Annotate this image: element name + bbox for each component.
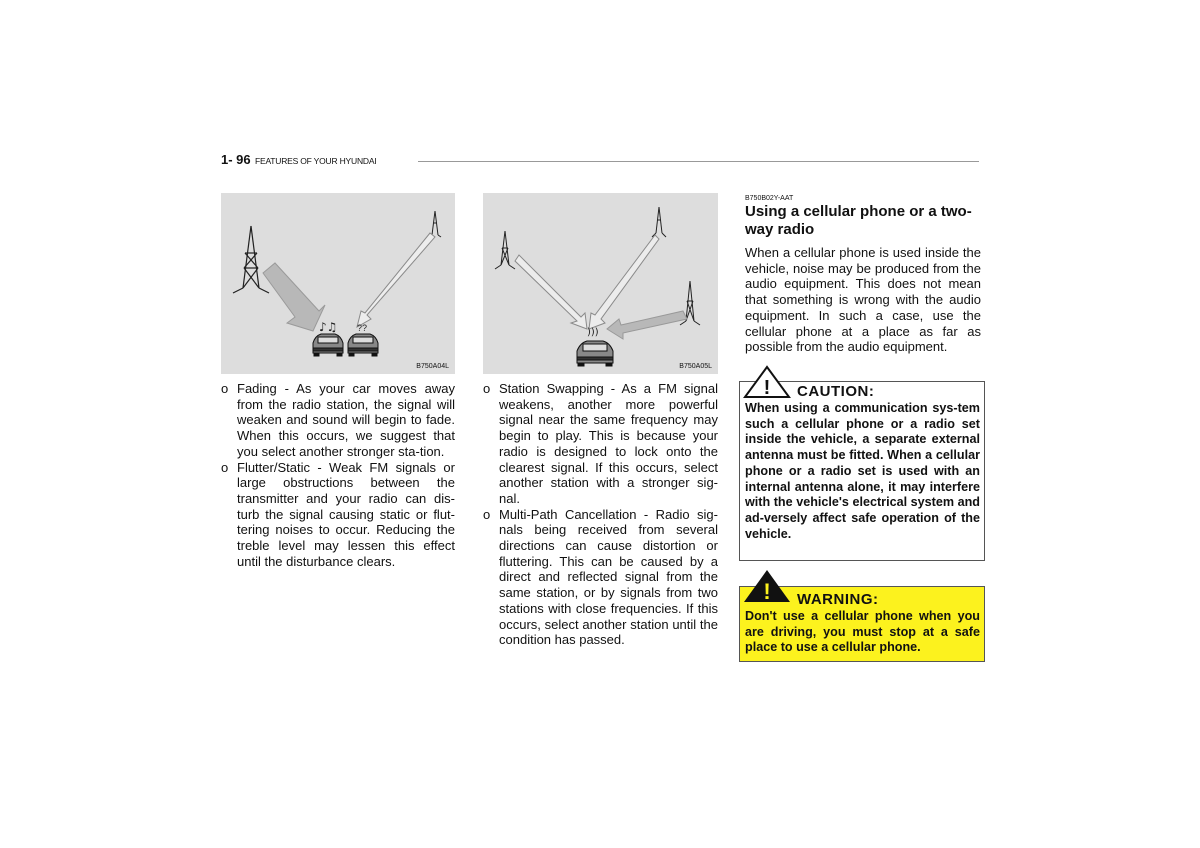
warning-title: WARNING:	[797, 591, 879, 608]
signal-arrow	[589, 235, 659, 329]
fading-illustration	[221, 193, 455, 374]
list-item	[483, 507, 718, 648]
car-icon	[313, 334, 343, 356]
bullet-mark: o	[221, 381, 229, 396]
section-code: B750B02Y-AAT	[745, 195, 794, 202]
music-note-icon: ♪♫	[319, 320, 338, 334]
bullet-text: Flutter/Static - Weak FM signals or large obstructions between the transmitter and your radio can dis-turb the signal causing static or flut-tering noises to occur. Reducing the treble level may lessen this effect until the disturbance clears.	[237, 459, 455, 569]
caution-icon	[742, 365, 792, 399]
signal-arrow	[357, 233, 435, 327]
figure-code: B750A05L	[679, 363, 712, 370]
section-title: Using a cellular phone or a two-way radio	[745, 203, 972, 238]
svg-text:!: !	[763, 377, 771, 399]
car-icon	[577, 341, 613, 366]
figure-fading	[221, 193, 455, 374]
radio-tower-icon	[233, 226, 269, 293]
radio-tower-icon	[495, 231, 515, 269]
reception-icon: )))	[587, 327, 599, 338]
confusion-mark: ??	[357, 323, 368, 333]
warning-icon	[742, 568, 792, 604]
bullet-text: Fading - As your car moves away from the radio station, the signal will weaken and sound will begin to fade. When this occurs, we suggest that you select another stronger sta-tion.	[237, 381, 455, 459]
section-header: FEATURES OF YOUR HYUNDAI	[255, 156, 377, 166]
section-body: When a cellular phone is used inside the vehicle, noise may be produced from the audio equipment. This does not mean that something is wrong with the audio equipment. In such a case, use the cellular phone at a place as far as possible from the audio equipment.	[745, 245, 981, 355]
list-item	[221, 460, 455, 570]
signal-arrow	[515, 255, 587, 329]
bullet-mark: o	[483, 381, 491, 396]
radio-tower-icon	[652, 207, 666, 237]
bullet-mark: o	[483, 506, 491, 522]
figure-code: B750A04L	[416, 363, 449, 370]
caution-text: When using a communication sys-tem such a cellular phone or a radio set inside the vehicle, a separate external antenna must be fitted. When a cellular phone or a radio set is used with an internal antenna alone, it may interfere with the vehicle's electrical system and ad-versely affect safe operation of the vehicle.	[745, 401, 980, 541]
list-item	[221, 381, 455, 460]
list-item	[483, 381, 718, 507]
bullet-text: Station Swapping - As a FM signal weakens, another more powerful signal near the same frequency may begin to play. This is because your radio is designed to lock onto the clearest signal. If this occurs, select another station with a stronger sig-nal.	[499, 381, 718, 506]
bullet-mark: o	[221, 459, 229, 475]
figure-station-swapping	[483, 193, 718, 374]
bullet-text: Multi-Path Cancellation - Radio sig-nals being received from several directions can cause distortion or fluttering. This can be caused by a direct and reflected signal from the same station, or by signals from two stations with close frequencies. If this occurs, select another station until the condition has passed.	[499, 506, 718, 648]
svg-text:!: !	[763, 579, 771, 604]
column-2-text	[483, 381, 718, 648]
car-icon	[348, 334, 378, 356]
multipath-illustration	[483, 193, 718, 374]
signal-arrow	[607, 311, 687, 339]
header-rule	[418, 161, 979, 162]
signal-arrow	[263, 263, 325, 331]
page-number: 1- 96	[221, 152, 251, 167]
caution-title: CAUTION:	[797, 383, 875, 400]
warning-text: Don't use a cellular phone when you are driving, you must stop at a safe place to use a cellular phone.	[745, 609, 980, 655]
column-1-text	[221, 381, 455, 569]
